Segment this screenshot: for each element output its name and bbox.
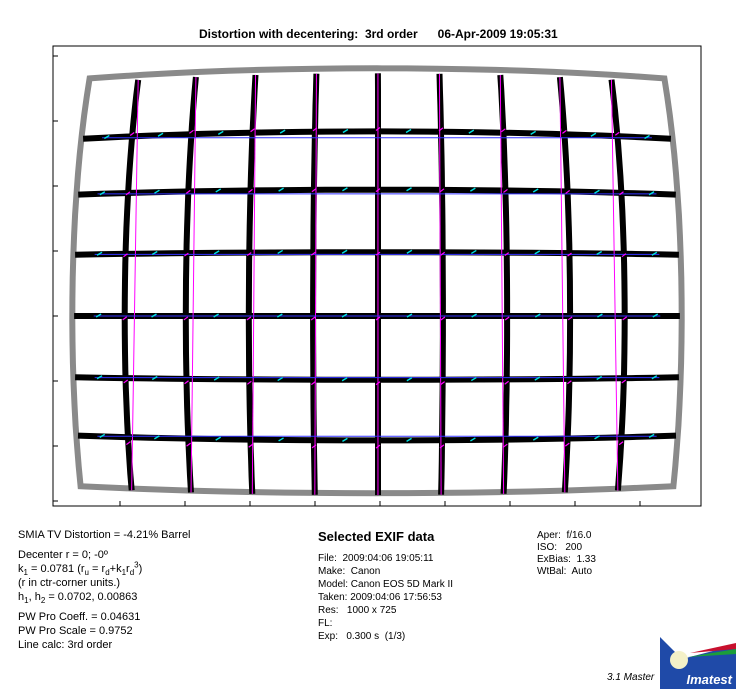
- exif-iso: ISO: 200: [537, 542, 583, 553]
- h-value: = 0.0702, 0.00863: [45, 591, 138, 603]
- k1-plus: +k: [109, 563, 122, 575]
- line-calc: Line calc: 3rd order: [18, 639, 113, 651]
- k1-d2: d: [129, 568, 135, 578]
- k1-value: = 0.0781 (r: [27, 563, 85, 575]
- h-line: [18, 590, 191, 604]
- h-sub2: 2: [40, 596, 46, 606]
- k1-k-sub: 1: [121, 568, 127, 578]
- exif-panel-right: [537, 530, 596, 578]
- exif-exp: Exp: 0.300 s (1/3): [318, 631, 406, 642]
- k1-sub: 1: [23, 568, 28, 578]
- logo-text: Imatest: [686, 672, 732, 687]
- h-comma: , h: [28, 591, 41, 603]
- h-h1: h: [18, 591, 25, 603]
- exif-model: Model: Canon EOS 5D Mark II: [318, 579, 454, 590]
- k1-u: u: [84, 568, 89, 578]
- r-note: (r in ctr-corner units.): [18, 577, 121, 589]
- exif-make: Make: Canon: [318, 566, 381, 577]
- exif-file: File: 2009:04:06 19:05:11: [318, 553, 434, 564]
- smia-distortion: SMIA TV Distortion = -4.21% Barrel: [18, 529, 191, 541]
- k1-mid: = r: [88, 563, 106, 575]
- exif-panel: [318, 552, 453, 643]
- k1-line: [18, 562, 191, 576]
- exif-aper: Aper: f/16.0: [537, 530, 592, 541]
- k1-r: r: [126, 563, 130, 575]
- exif-fl: FL:: [318, 618, 333, 629]
- decenter-line: Decenter r = 0; -0º: [18, 549, 108, 561]
- pw-pro-scale: PW Pro Scale = 0.9752: [18, 625, 133, 637]
- pw-pro-coeff: PW Pro Coeff. = 0.04631: [18, 611, 141, 623]
- version-label: 3.1 Master: [607, 672, 655, 683]
- exif-heading: Selected EXIF data: [318, 529, 435, 544]
- k1-d1: d: [105, 568, 110, 578]
- imatest-logo-icon: [660, 637, 736, 689]
- k1-pow: 3: [134, 560, 139, 570]
- exif-exbias: ExBias: 1.33: [537, 554, 596, 565]
- exif-taken: Taken: 2009:04:06 17:56:53: [318, 592, 442, 603]
- exif-wtbal: WtBal: Auto: [537, 566, 593, 577]
- title-line1: Distortion with decentering: 3rd order 06-Apr-2009 19:05:31: [198, 27, 558, 41]
- results-panel: [18, 528, 191, 652]
- k1-end: ): [138, 563, 143, 575]
- h-sub1: 1: [24, 596, 29, 606]
- exif-res: Res: 1000 x 725: [318, 605, 397, 616]
- k1-k: k: [18, 563, 24, 575]
